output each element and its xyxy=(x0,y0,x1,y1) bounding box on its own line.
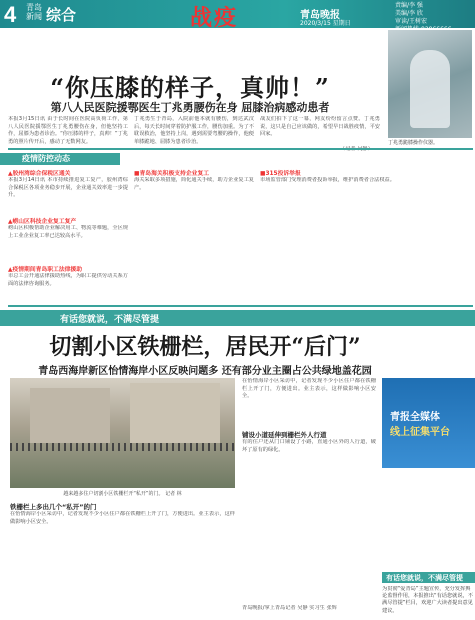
sidebar-body: 为贯彻“爱青岛”主题宣传，充分发挥舆论监督作用，本报推出“有话您就说，不满尽管提”栏目，欢迎广大读者提出意见建议。 xyxy=(382,586,473,614)
story2-subhead: 青岛西海岸新区怡情海岸小区反映问题多 还有部分业主圈占公共绿地盖花园 xyxy=(38,366,372,377)
story2-band xyxy=(0,310,475,326)
story2-photo-caption: 越来越多住户切割小区铁栅栏开“私开”的门。 记者 林 xyxy=(63,491,182,497)
brief-item-1-body: 本报3月14日讯 本市持续推进复工复产，胶州湾综合保税区各项业务稳步开展，企业通关效率进一步提升。 xyxy=(8,177,128,199)
story2-section-1-title: 铁栅栏上多出几个“私开”的门 xyxy=(10,503,97,511)
ad-line-2: 线上征集平台 xyxy=(390,427,450,438)
briefs-band-title: 疫情防控动态 xyxy=(22,154,70,163)
story1-body-3: 战友们拍下了这一幕，网友纷纷留言点赞。丁兆勇说，这只是自己应该做的，希望早日战胜疫情，平安回家。 xyxy=(260,116,380,138)
ad-line-1: 青报全媒体 xyxy=(390,412,440,423)
brief-item-3-title: ▲疫情期间青岛职工法律援助 xyxy=(8,267,83,273)
briefs-band xyxy=(0,153,120,165)
section-name: 综合 xyxy=(46,6,77,24)
story2-col-text: 在怡情海岸小区采访中，记者发现不少小区住户都在铁栅栏上开了门，方便进出。业主表示，这样做影响小区安全。 xyxy=(242,378,376,400)
brief-item-1-title: ▲胶州湾综合保税区通关 xyxy=(8,171,71,177)
editor: 责编/李 强 xyxy=(395,2,423,9)
story2-headline: 切割小区铁栅栏，居民开“后门” xyxy=(49,334,361,360)
divider-1 xyxy=(8,148,473,150)
brief-item-5-title: ■315投诉举报 xyxy=(260,171,301,177)
story1-subhead: 第八人民医院援鄂医生丁兆勇腰伤在身 屈膝治病感动患者 xyxy=(50,101,330,114)
brief-item-3 xyxy=(8,264,128,309)
brief-item-4 xyxy=(134,168,254,305)
brief-item-2 xyxy=(8,216,128,265)
page-header xyxy=(0,0,475,31)
story2-reporter: 青岛晚报/掌上青岛记者 吴静 实习生 张辉 xyxy=(242,605,337,611)
designer: 美编/李 欣 xyxy=(395,10,423,17)
section-mid-label: 新闻 xyxy=(26,12,42,21)
story2-section-2-body: 有的住户还从门口铺设了小路，直通小区外的人行道，破坏了原有的绿化。 xyxy=(242,439,376,453)
story2-photo xyxy=(10,378,235,488)
media-ad[interactable] xyxy=(382,378,475,468)
divider-2 xyxy=(8,305,473,307)
story1-headline: “你压膝的样子，真帅！” xyxy=(50,73,330,102)
sidebar-band-title: 有话您就说，不满尽管提 xyxy=(386,574,463,582)
brief-item-2-body: 崂山区积极帮助企业解决用工、物流等难题，全区规上工业企业复工率已达较高水平。 xyxy=(8,225,128,239)
story2-section-2 xyxy=(242,430,376,569)
page-number: 4 xyxy=(4,2,17,27)
section-top xyxy=(26,3,42,21)
brief-item-5 xyxy=(260,168,470,305)
proofreader: 审读/王树宏 xyxy=(395,18,428,25)
brief-item-2-title: ▲崂山区科技企业复工复产 xyxy=(8,219,77,225)
sidebar-band xyxy=(382,572,475,583)
brief-item-5-body: 市场监管部门受理消费者投诉举报，维护消费者合法权益。 xyxy=(260,177,395,183)
story2-band-title: 有话您就说，不满尽管提 xyxy=(60,315,160,325)
story2-section-2-title: 铺设小道延伸到栅栏外人行道 xyxy=(242,431,327,439)
paper-name: 青岛晚报 xyxy=(300,10,340,21)
brief-item-4-body: 海关采取多项措施，简化通关手续，助力企业复工复产。 xyxy=(134,177,254,191)
story1-photo-caption: 丁兆勇跪膝操作仪器。 xyxy=(388,140,439,146)
brief-item-3-body: 市总工会开通法律援助热线，为职工提供劳动关系方面的法律咨询服务。 xyxy=(8,273,128,287)
brief-item-4-title: ■青岛海关积极支持企业复工 xyxy=(134,171,210,177)
brief-item-1 xyxy=(8,168,128,217)
masthead: 战疫 xyxy=(190,5,239,31)
story2-section-1 xyxy=(10,502,235,601)
story2-section-1-body: 在怡情海岸小区采访中，记者发现不少小区住户都在铁栅栏上开了门，方便进出。业主表示，这样做影响小区安全。 xyxy=(10,511,235,525)
story1-body-2: 丁兆勇生于青岛，入院前他本就有腰伤，到达武汉后，每天长时间穿着防护服工作，腰伤加重。为了不耽误救治，他坚持上岗，遇到需要弯腰的操作，他便单膝跪地、屈膝为患者诊治。 xyxy=(134,116,254,145)
section-top-label: 青岛 xyxy=(26,3,42,12)
story1-body-1: 本报3月15日讯 由于长时间在医院高负荷工作，第八人民医院援鄂医生丁兆勇腰伤在身，但他坚持工作，屈膝为患者诊治。“你压膝的样子，真帅！”丁兆勇的照片传开后，感动了无数网友。 xyxy=(8,116,128,145)
issue-date: 2020/3/15 星期日 xyxy=(300,20,351,27)
story1-photo xyxy=(388,30,472,138)
